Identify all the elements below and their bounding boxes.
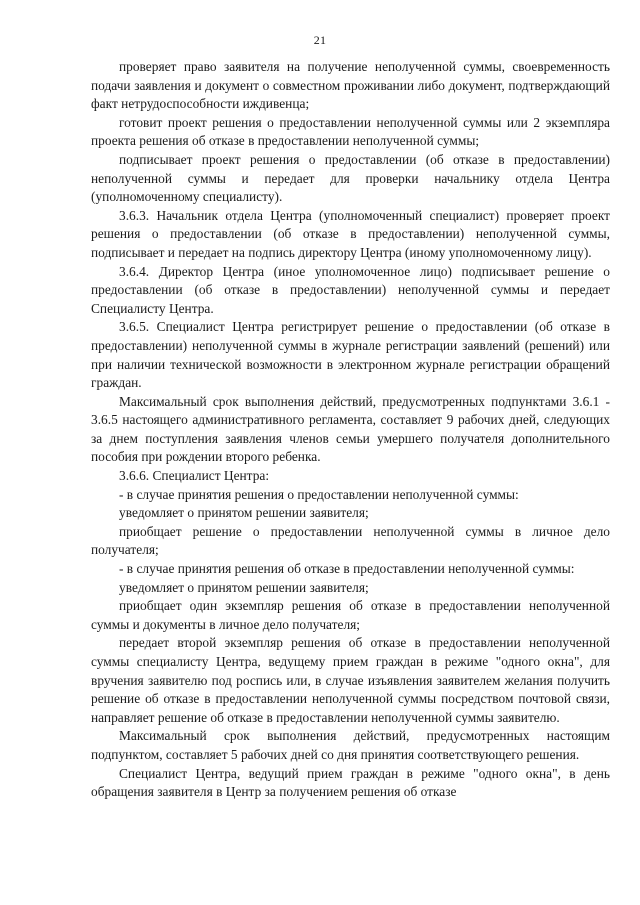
paragraph-transfer-second-copy: передает второй экземпляр решения об отказе в предоставлении неполученной суммы специалисту Центра, ведущему прием граждан в режиме "одного окна", для вручения заявителю под роспись или, в случае изъявления заявителем желания получить решение об отказе в предоставлении неполученной суммы посредством почтовой связи, направляет решение об отказе в предоставлении неполученной суммы заявителю. bbox=[91, 635, 610, 725]
paragraph-notify-refused: уведомляет о принятом решении заявителя; bbox=[119, 579, 369, 595]
paragraph-3-6-3: 3.6.3. Начальник отдела Центра (уполномоченный специалист) проверяет проект решения о предоставлении (об отказе в предоставлении) неполученной суммы, подписывает и передает на подпись директору Центра (иному уполномоченному лицу). bbox=[91, 207, 610, 260]
paragraph-max-term-9-days: Максимальный срок выполнения действий, предусмотренных подпунктами 3.6.1 - 3.6.5 настоящего административного регламента, составляет 9 рабочих дней, следующих за днем поступления заявления членов семьи умершего получателя дополнительного пособия при рождении второго ребенка. bbox=[91, 393, 610, 465]
paragraph-attach-refused: приобщает один экземпляр решения об отказе в предоставлении неполученной суммы и документы в личное дело получателя; bbox=[91, 598, 610, 632]
paragraph-one-window-specialist: Специалист Центра, ведущий прием граждан в режиме "одного окна", в день обращения заявителя в Центр за получением решения об отказе bbox=[91, 765, 610, 800]
paragraph-attach-granted: приобщает решение о предоставлении неполученной суммы в личное дело получателя; bbox=[91, 523, 610, 558]
paragraph-sign-draft: подписывает проект решения о предоставлении (об отказе в предоставлении) неполученной суммы и передает для проверки начальнику отдела Центра (уполномоченному специалисту). bbox=[91, 151, 610, 205]
paragraph-notify-granted: уведомляет о принятом решении заявителя; bbox=[119, 505, 369, 521]
paragraph-prepare-draft: готовит проект решения о предоставлении неполученной суммы или 2 экземпляра проекта решения об отказе в предоставлении неполученной суммы; bbox=[91, 114, 610, 149]
document-body bbox=[91, 58, 610, 802]
paragraph-3-6-4: 3.6.4. Директор Центра (иное уполномоченное лицо) подписывает решение о предоставлении (об отказе в предоставлении) неполученной суммы и передает Специалисту Центра. bbox=[91, 263, 610, 316]
paragraph-3-6-6-heading: 3.6.6. Специалист Центра: bbox=[119, 468, 270, 484]
paragraph-max-term-5-days: Максимальный срок выполнения действий, предусмотренных настоящим подпунктом, составляет 5 рабочих дней со дня принятия соответствующего решения. bbox=[91, 728, 610, 762]
page-number: 21 bbox=[313, 33, 327, 47]
paragraph-verification-duties: проверяет право заявителя на получение неполученной суммы, своевременность подачи заявления и документ о совместном проживании либо документ, подтверждающий факт нетрудоспособности иждивенца; bbox=[91, 59, 610, 112]
paragraph-case-granted: - в случае принятия решения о предоставлении неполученной суммы: bbox=[119, 486, 519, 502]
paragraph-case-refused: - в случае принятия решения об отказе в предоставлении неполученной суммы: bbox=[119, 561, 575, 577]
paragraph-3-6-5: 3.6.5. Специалист Центра регистрирует решение о предоставлении (об отказе в предоставлении) неполученной суммы в журнале регистрации заявлений (решений) или при наличии технической возможности в электронном журнале регистрации обращений граждан. bbox=[91, 319, 610, 391]
